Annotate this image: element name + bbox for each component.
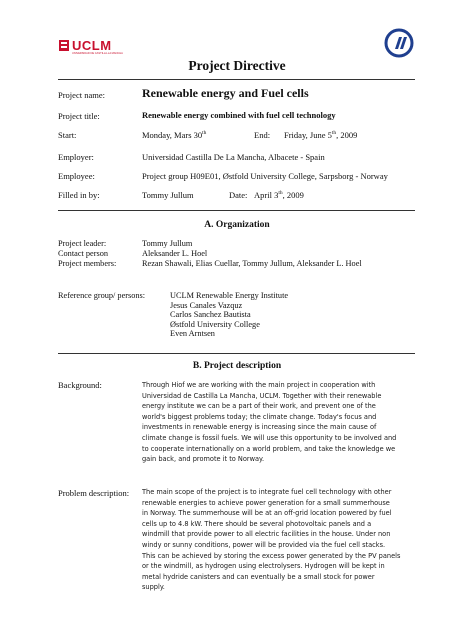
project-leader-value: Tommy Jullum bbox=[142, 239, 193, 248]
problem-description-text bbox=[142, 487, 418, 593]
list-item: Jesus Canales Vazquz bbox=[170, 300, 243, 310]
background-text bbox=[142, 380, 418, 465]
project-title-value: Renewable energy combined with fuel cell technology bbox=[142, 110, 336, 120]
start-value: Monday, Mars 30th bbox=[142, 130, 207, 140]
divider bbox=[58, 353, 415, 354]
list-item: Carlos Sanchez Bautista bbox=[170, 310, 251, 320]
list-item: UCLM Renewable Energy Institute bbox=[170, 291, 289, 300]
start-label: Start: bbox=[58, 130, 77, 140]
employee-value: Project group H09E01, Østfold University College, Sarpsborg - Norway bbox=[142, 171, 388, 181]
page-title: Project Directive bbox=[188, 58, 286, 73]
text-line: investments in renewable energy is increasing since the main cause of bbox=[142, 423, 377, 432]
date-value: April 3th, 2009 bbox=[254, 190, 304, 200]
text-line: renewable energies to achieve power generation for a small summerhouse bbox=[142, 498, 390, 507]
reference-list bbox=[170, 291, 288, 339]
uclm-logo bbox=[58, 37, 123, 59]
text-line: supply. bbox=[142, 583, 165, 592]
text-line: Through Hiof we are working with the main project in cooperation with bbox=[142, 381, 376, 389]
problem-description-label: Problem description: bbox=[58, 488, 130, 498]
filled-in-by-value: Tommy Jullum bbox=[142, 190, 194, 200]
text-line: or the windmill, as hydrogen using electrolysers. Hydrogen will be kept in bbox=[142, 562, 385, 571]
project-name-value: Renewable energy and Fuel cells bbox=[142, 86, 309, 100]
organization-heading: A. Organization bbox=[204, 220, 270, 230]
text-line: gain back, and promote it to Norway. bbox=[142, 455, 265, 464]
divider bbox=[58, 79, 415, 80]
end-value: Friday, June 5th, 2009 bbox=[284, 130, 358, 140]
hiof-logo-icon bbox=[384, 28, 414, 58]
employee-label: Employee: bbox=[58, 171, 95, 181]
text-line: world's biggest problems today; the climate change. Today's focus and bbox=[142, 412, 377, 421]
text-line: climate change is fossil fuels. We will use this opportunity to be involved and bbox=[142, 433, 397, 442]
reference-group-label: Reference group/ persons: bbox=[58, 291, 146, 300]
project-members-value: Rezan Shawali, Elias Cuellar, Tommy Jullum, Aleksander L. Hoel bbox=[142, 259, 362, 268]
text-line: The main scope of the project is to integrate fuel cell technology with other bbox=[142, 488, 392, 496]
description-heading: B. Project description bbox=[192, 361, 282, 371]
text-line: Universidad de Castilla La Mancha, UCLM. Together with their renewable bbox=[142, 391, 382, 400]
project-name-label: Project name: bbox=[58, 90, 105, 100]
text-line: cells up to 4.8 kW. There should be several photovoltaic panels and a bbox=[142, 519, 372, 528]
date-label: Date: bbox=[229, 190, 248, 200]
text-line: to cooperate internationally on a world problem, and take the knowledge we bbox=[142, 444, 396, 453]
project-leader-label: Project leader: bbox=[58, 239, 107, 248]
uclm-logo-text: UCLM bbox=[72, 38, 112, 53]
filled-in-by-label: Filled in by: bbox=[58, 190, 100, 200]
project-members-label: Project members: bbox=[58, 259, 117, 268]
project-title-label: Project title: bbox=[58, 111, 100, 121]
list-item: Even Arntsen bbox=[170, 329, 215, 339]
background-label: Background: bbox=[58, 380, 102, 390]
contact-person-value: Aleksander L. Hoel bbox=[142, 249, 208, 258]
text-line: metal hydride canisters and can eventually be a small stock for power bbox=[142, 572, 375, 581]
text-line: energy institute we can be a part of their work, and prevent one of the bbox=[142, 402, 376, 411]
text-line: in Norway. The summerhouse will be at an off-grid location powered by fuel bbox=[142, 509, 392, 518]
employer-value: Universidad Castilla De La Mancha, Albacete - Spain bbox=[142, 152, 325, 162]
uclm-logo-subtext: UNIVERSIDAD DE CASTILLA-LA MANCHA bbox=[72, 52, 123, 55]
text-line: This can be achieved by storing the excess power generated by the PV panels bbox=[142, 551, 401, 560]
text-line: windy or sunny conditions, power will be provided via the fuel cell stacks. bbox=[142, 540, 386, 549]
list-item: Østfold University College bbox=[170, 319, 260, 329]
divider bbox=[58, 210, 415, 211]
text-line: windmill that provide power to all electric facilities in the house. Under non bbox=[142, 530, 391, 539]
employer-label: Employer: bbox=[58, 152, 94, 162]
end-label: End: bbox=[254, 130, 271, 140]
contact-person-label: Contact person bbox=[58, 249, 109, 258]
